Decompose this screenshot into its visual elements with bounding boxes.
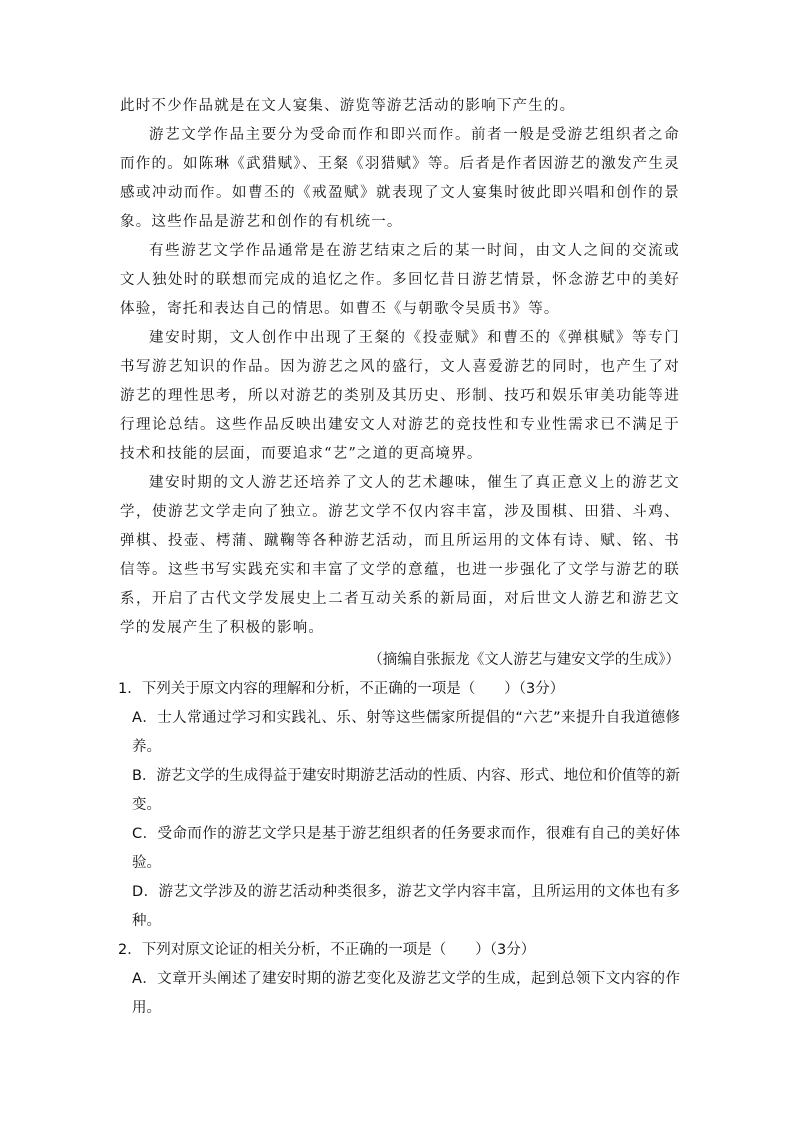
question-1-option-a[interactable]: A．士人常通过学习和实践礼、乐、射等这些儒家所提倡的“六艺”来提升自我道德修养。 [132,710,680,755]
passage-paragraph-4: 建安时期的文人游艺还培养了文人的艺术趣味，催生了真正意义上的游艺文学，使游艺文学走向了独立。游艺文学不仅内容丰富，涉及围棋、田猎、斗鸡、弹棋、投壶、樗蒲、蹴鞠等各种游艺活动，而且所运用的文体有诗、赋、铭、书信等。这些书写实践充实和丰富了文学的意蕴，也进一步强化了文学与游艺的联系，开启了古代文学发展史上二者互动关系的新局面，对后世文人游艺和游艺文学的发展产生了积极的影响。 [120,475,680,636]
passage-paragraph-3: 建安时期，文人创作中出现了王粲的《投壶赋》和曹丕的《弹棋赋》等专门书写游艺知识的作品。因为游艺之风的盛行，文人喜爱游艺的同时，也产生了对游艺的理性思考，所以对游艺的类别及其历史、形制、技巧和娱乐审美功能等进行理论总结。这些作品反映出建安文人对游艺的竞技性和专业性需求已不满足于技术和技能的层面，而要追求“艺”之道的更高境界。 [120,330,680,462]
question-2-stem: 2．下列对原文论证的相关分析，不正确的一项是（ ）（3分） [118,942,536,958]
question-2-option-a[interactable]: A．文章开头阐述了建安时期的游艺变化及游艺文学的生成，起到总领下文内容的作用。 [132,971,680,1016]
question-1-stem: 1．下列关于原文内容的理解和分析，不正确的一项是（ ）（3分） [118,681,565,697]
question-1-option-c[interactable]: C．受命而作的游艺文学只是基于游艺组织者的任务要求而作，很难有自己的美好体验。 [132,826,680,871]
question-1 [120,675,680,936]
question-1-option-d[interactable]: D．游艺文学涉及的游艺活动种类很多，游艺文学内容丰富，且所运用的文体也有多种。 [132,884,680,929]
passage-paragraph-1: 游艺文学作品主要分为受命而作和即兴而作。前者一般是受游艺组织者之命而作的。如陈琳《武猎赋》、王粲《羽猎赋》等。后者是作者因游艺的激发产生灵感或冲动而作。如曹丕的《戒盈赋》就表现了文人宴集时彼此即兴唱和创作的景象。这些作品是游艺和创作的有机统一。 [120,127,680,230]
exam-page [120,92,680,1023]
passage-paragraph-0: 此时不少作品就是在文人宴集、游览等游艺活动的影响下产生的。 [120,98,576,114]
question-2 [120,936,680,1023]
passage-paragraph-2: 有些游艺文学作品通常是在游艺结束之后的某一时间，由文人之间的交流或文人独处时的联想而完成的追忆之作。多回忆昔日游艺情景，怀念游艺中的美好体验，寄托和表达自己的情思。如曹丕《与朝歌令吴质书》等。 [120,243,680,317]
question-1-option-b[interactable]: B．游艺文学的生成得益于建安时期游艺活动的性质、内容、形式、地位和价值等的新变。 [132,768,680,813]
passage-source: （摘编自张振龙《文人游艺与建安文学的生成》） [368,652,680,668]
